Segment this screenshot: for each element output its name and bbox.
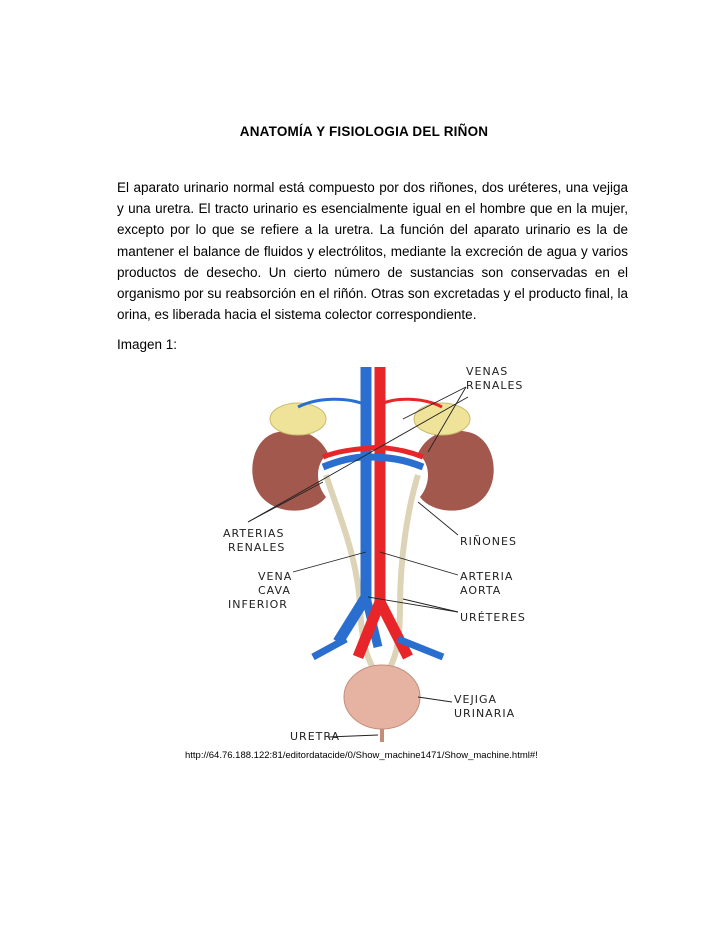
label-arteria-aorta-2: AORTA xyxy=(460,584,502,597)
label-rinones: RIÑONES xyxy=(460,535,517,548)
vena-cava xyxy=(338,367,366,642)
right-adrenal xyxy=(414,403,470,435)
right-kidney xyxy=(418,430,494,510)
label-vena-cava-3: INFERIOR xyxy=(228,598,288,611)
label-venas-renales-2: RENALES xyxy=(466,379,524,392)
intro-paragraph: El aparato urinario normal está compuesto por dos riñones, dos uréteres, una vejiga y una uretra. El tracto urinario es esencialmente igual en el hombre que en la mujer, excepto por lo que se refiere a la uretra. La función del aparato urinario es la de mantener el balance de fluidos y electrólitos, mediante la excreción de agua y varios productos de desecho. Un cierto número de sustancias son conservadas en el organismo por su reabsorción en el riñón. Otras son excretadas y el producto final, la orina, es liberada hacia el sistema colector correspondiente. xyxy=(117,180,628,323)
page-title: ANATOMÍA Y FISIOLOGIA DEL RIÑON xyxy=(239,124,489,139)
label-arterias-renales-1: ARTERIAS xyxy=(223,527,285,540)
left-kidney xyxy=(252,430,328,510)
left-adrenal xyxy=(270,403,326,435)
label-ureteres: URÉTERES xyxy=(460,611,526,624)
label-arteria-aorta-1: ARTERIA xyxy=(460,570,514,583)
urinary-system-illustration xyxy=(218,357,540,747)
label-arterias-renales-2: RENALES xyxy=(228,541,286,554)
bladder xyxy=(344,665,420,729)
source-url: http://64.76.188.122:81/editordatacide/0/Show_machine1471/Show_machine.html#! xyxy=(185,750,538,761)
label-uretra: URETRA xyxy=(290,730,341,743)
label-vejiga-1: VEJIGA xyxy=(454,693,498,706)
label-venas-renales-1: VENAS xyxy=(466,365,509,378)
label-vena-cava-1: VENA xyxy=(258,570,293,583)
label-vejiga-2: URINARIA xyxy=(454,707,516,720)
image-caption: Imagen 1: xyxy=(117,337,178,352)
label-vena-cava-2: CAVA xyxy=(258,584,291,597)
